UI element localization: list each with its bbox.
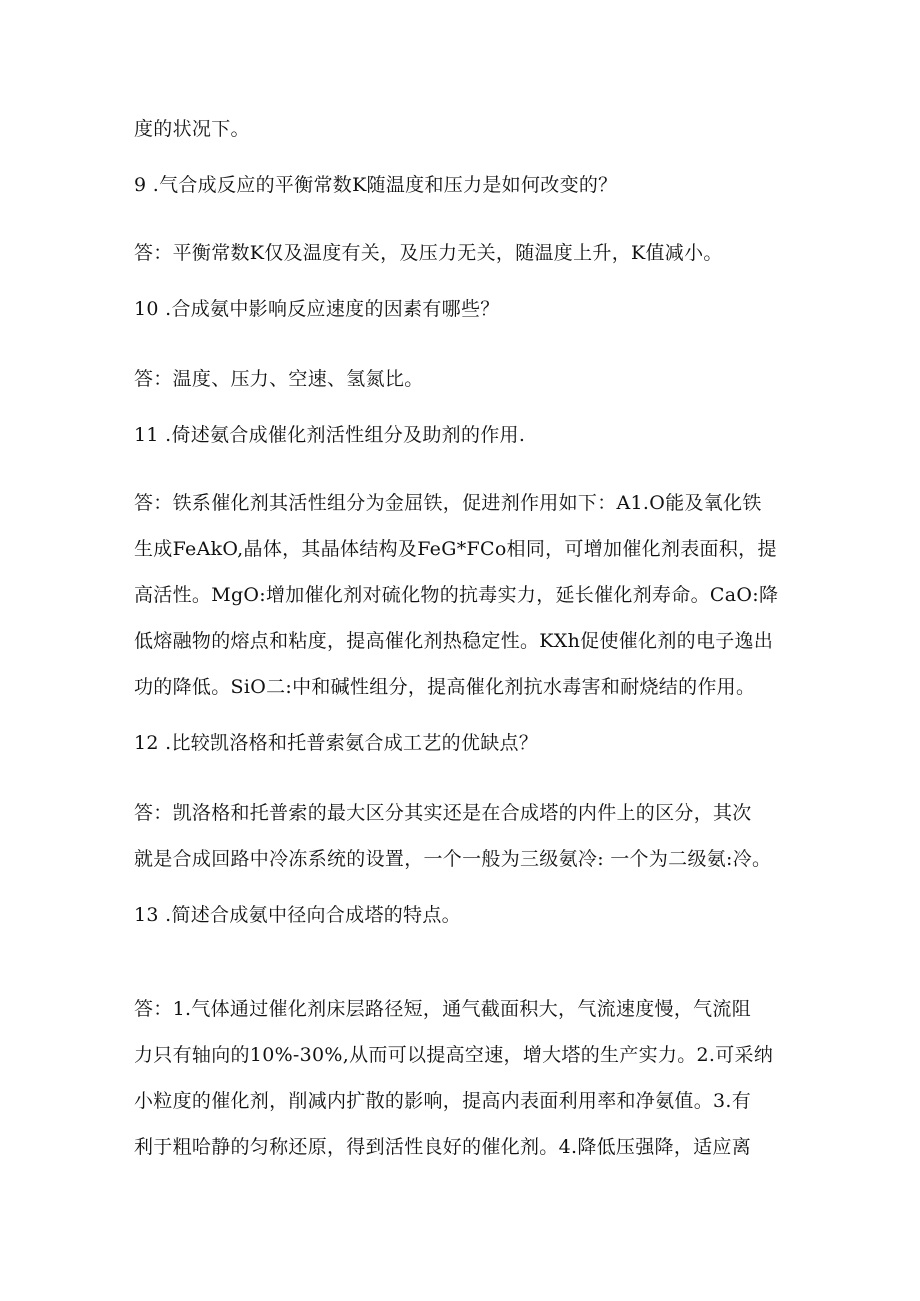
answer-9: 答：平衡常数K仅及温度有关，及压力无关，随温度上升，K值减小。 — [134, 242, 723, 264]
answer-11-line-5: 功的降低。SiO二:中和碱性组分，提高催化剂抗水毒害和耐烧结的作用。 — [134, 676, 756, 698]
answer-11-line-3: 高活性。MgO:增加催化剂对硫化物的抗毒实力，延长催化剂寿命。CaO:降 — [134, 584, 779, 606]
answer-12-line-2: 就是合成回路中冷冻系统的设置，一个一般为三级氨冷: 一个为二级氨:冷。 — [134, 848, 772, 870]
question-10: 10 .合成氨中影响反应速度的因素有哪些？ — [134, 298, 500, 320]
answer-13-line-3: 小粒度的催化剂，削减内扩散的影响，提高内表面利用率和净氨值。3.有 — [134, 1090, 752, 1112]
answer-11-line-4: 低熔融物的熔点和粘度，提高催化剂热稳定性。KXh促使催化剂的电子逸出 — [134, 630, 774, 652]
answer-13-line-4: 利于粗哈静的匀称还原，得到活性良好的催化剂。4.降低压强降，适应离 — [134, 1136, 752, 1158]
text-line-continuation: 度的状况下。 — [134, 118, 250, 140]
question-13: 13 .简述合成氨中径向合成塔的特点。 — [134, 904, 461, 926]
answer-10: 答：温度、压力、空速、氢氮比。 — [134, 368, 424, 390]
question-11: 11 .倚述氨合成催化剂活性组分及助剂的作用. — [134, 424, 526, 446]
answer-13-line-1: 答：1.气体通过催化剂床层路径短，通气截面积大，气流速度慢，气流阻 — [134, 998, 752, 1020]
answer-11-line-2: 生成FeAkO,晶体，其晶体结构及FeG*FCo相同，可增加催化剂表面积，提 — [134, 538, 777, 560]
answer-12-line-1: 答：凯洛格和托普索的最大区分其实还是在合成塔的内件上的区分，其次 — [134, 802, 752, 824]
question-12: 12 .比较凯洛格和托普索氨合成工艺的优缺点？ — [134, 732, 539, 754]
answer-11-line-1: 答：铁系催化剂其活性组分为金屈铁，促进剂作用如下：A1.O能及氧化铁 — [134, 492, 762, 514]
answer-13-line-2: 力只有轴向的10%-30%,从而可以提高空速，增大塔的生产实力。2.可采纳 — [134, 1044, 774, 1066]
question-9: 9 .气合成反应的平衡常数K随温度和压力是如何改变的？ — [134, 174, 618, 196]
